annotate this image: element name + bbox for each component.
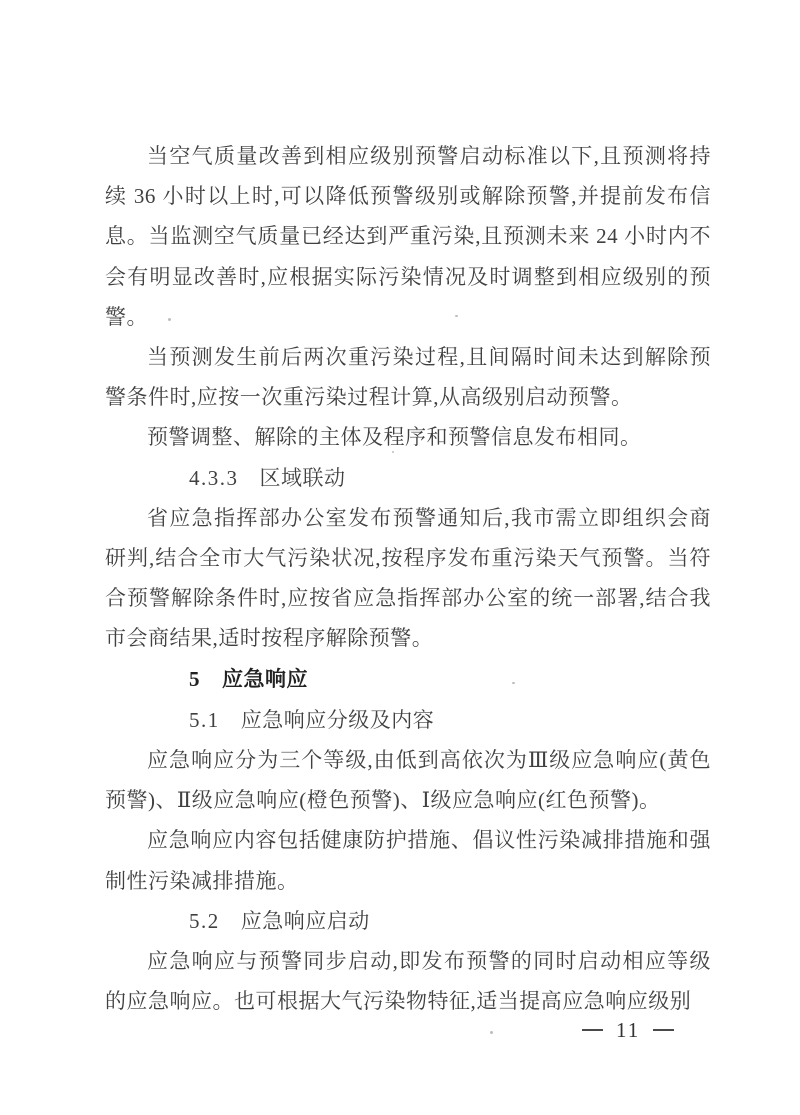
chapter-title: 应急响应 — [222, 667, 308, 691]
document-body — [105, 136, 711, 1021]
chapter-number: 5 — [189, 666, 201, 691]
section-number: 4.3.3 — [189, 465, 239, 490]
body-paragraph: 应急响应分为三个等级,由低到高依次为Ⅲ级应急响应(黄色预警)、Ⅱ级应急响应(橙色预警)、Ⅰ级应急响应(红色预警)。 — [105, 748, 711, 813]
section-title: 应急响应分级及内容 — [240, 707, 435, 732]
section-heading-4-3-3 — [105, 458, 711, 498]
body-paragraph: 省应急指挥部办公室发布预警通知后,我市需立即组织会商研判,结合全市大气污染状况,按程序发布重污染天气预警。当符合预警解除条件时,应按省应急指挥部办公室的统一部署,结合我市会商结果,适时按程序解除预警。 — [105, 505, 711, 651]
scan-speck — [392, 451, 394, 453]
scan-speck — [512, 682, 515, 684]
section-title: 应急响应启动 — [240, 908, 370, 933]
section-number: 5.1 — [189, 707, 220, 732]
section-title: 区域联动 — [259, 465, 346, 490]
footer-dash-left — [582, 1029, 603, 1031]
chapter-heading-5 — [105, 659, 711, 700]
body-paragraph: 当空气质量改善到相应级别预警启动标准以下,且预测将持续 36 小时以上时,可以降低预警级别或解除预警,并提前发布信息。当监测空气质量已经达到严重污染,且预测未来 24 小时内不会有明显改善时,应根据实际污染情况及时调整到相应级别的预警。 — [105, 144, 711, 329]
scan-speck — [168, 318, 171, 321]
body-paragraph: 应急响应内容包括健康防护措施、倡议性污染减排措施和强制性污染减排措施。 — [105, 828, 711, 893]
section-number: 5.2 — [189, 908, 220, 933]
footer-dash-right — [653, 1029, 674, 1031]
scan-speck — [490, 1031, 493, 1034]
section-heading-5-2 — [105, 901, 711, 941]
section-heading-5-1 — [105, 700, 711, 740]
body-paragraph: 应急响应与预警同步启动,即发布预警的同时启动相应等级的应急响应。也可根据大气污染物特征,适当提高应急响应级别 — [105, 949, 711, 1014]
body-paragraph: 预警调整、解除的主体及程序和预警信息发布相同。 — [147, 425, 642, 450]
page-number: 11 — [616, 1017, 641, 1042]
scan-speck — [455, 315, 458, 317]
page-footer — [582, 1017, 674, 1043]
body-paragraph: 当预测发生前后两次重污染过程,且间隔时间未达到解除预警条件时,应按一次重污染过程计算,从高级别启动预警。 — [105, 345, 711, 410]
